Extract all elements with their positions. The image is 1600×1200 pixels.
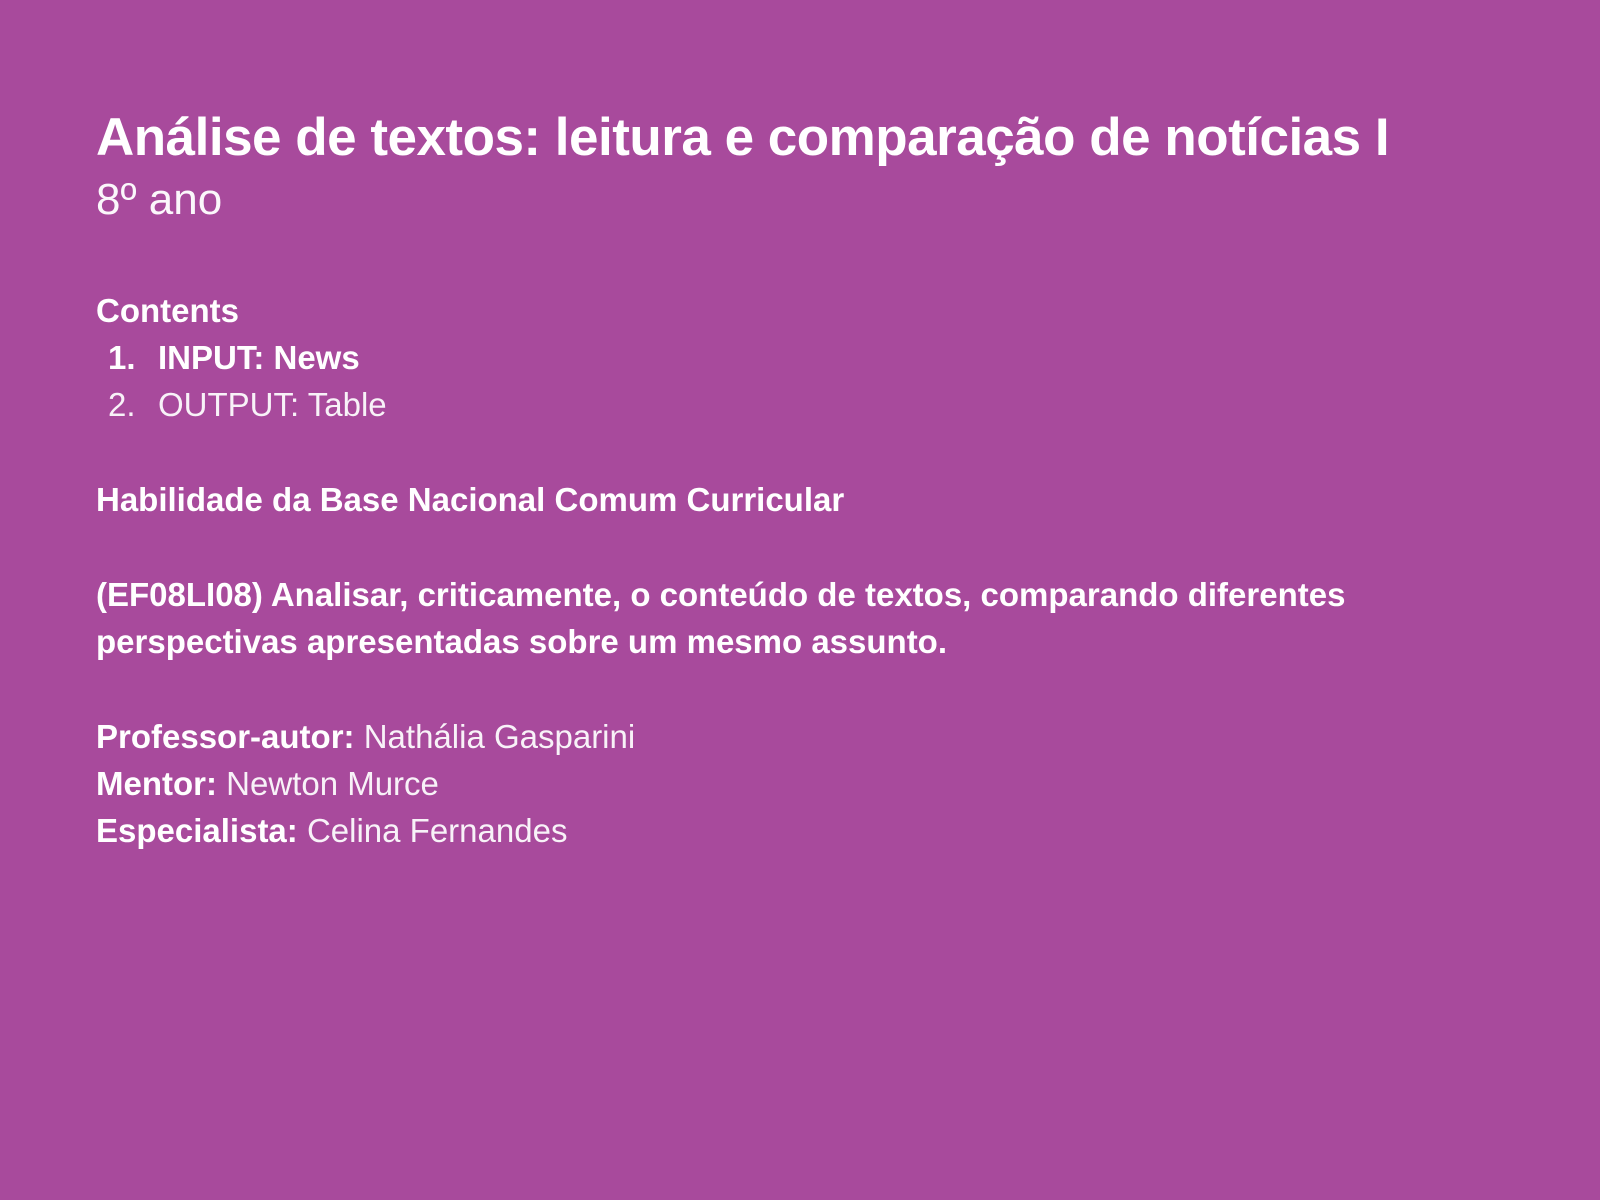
page-title: Análise de textos: leitura e comparação de notícias I	[96, 108, 1390, 167]
credit-role: Mentor:	[96, 765, 217, 802]
credit-role: Especialista:	[96, 812, 298, 849]
credits-section	[96, 713, 1504, 854]
bncc-skill-description: (EF08LI08) Analisar, criticamente, o conteúdo de textos, comparando diferentes perspectivas apresentadas sobre um mesmo assunto.	[96, 576, 1346, 660]
credit-row-mentor	[96, 760, 1504, 807]
toc-item-number: 1.	[108, 339, 136, 376]
credit-name: Newton Murce	[226, 765, 439, 802]
credit-name: Nathália Gasparini	[363, 718, 636, 755]
bncc-skill-heading: Habilidade da Base Nacional Comum Curricular	[96, 481, 845, 518]
toc-item-label: OUTPUT: Table	[158, 386, 387, 423]
toc-item-number: 2.	[108, 386, 136, 423]
credit-name: Celina Fernandes	[306, 812, 568, 849]
credit-row-professor-autor	[96, 713, 1504, 760]
contents-heading: Contents	[96, 292, 239, 329]
credit-role: Professor-autor:	[96, 718, 355, 755]
toc-item-label: INPUT: News	[158, 339, 360, 376]
contents-section	[96, 287, 1504, 428]
credit-row-especialista	[96, 807, 1504, 854]
page-subtitle: 8º ano	[96, 175, 223, 224]
toc-item-input-news[interactable]	[96, 334, 1504, 381]
toc-item-output-table[interactable]	[96, 381, 1504, 428]
